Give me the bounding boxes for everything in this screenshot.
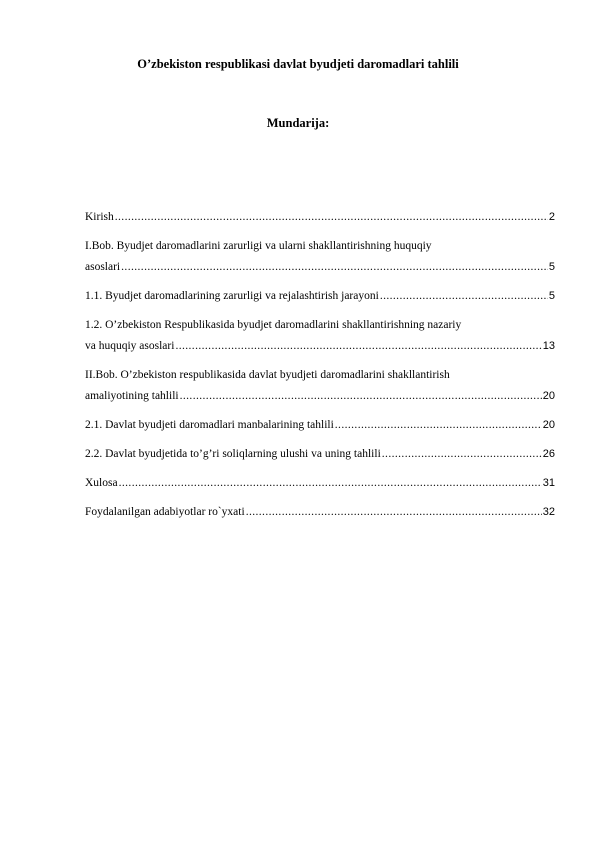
toc-entry-title-line: II.Bob. O’zbekiston respublikasida davlat byudjeti daromadlarini shakllantirish xyxy=(85,369,450,381)
toc-leader-dots xyxy=(246,502,542,523)
toc-entry-line xyxy=(85,444,555,465)
toc-page-number: 5 xyxy=(548,261,555,273)
toc-page-number: 32 xyxy=(542,506,555,518)
toc-entry-line xyxy=(85,257,555,278)
toc-entry-line xyxy=(85,365,555,386)
toc-entry-line xyxy=(85,502,555,523)
toc-leader-dots xyxy=(335,415,542,436)
toc-entry-title-line: 1.2. O’zbekiston Respublikasida byudjet daromadlarini shakllantirishning nazariy xyxy=(85,319,462,331)
toc-entry-line xyxy=(85,236,555,257)
toc-leader-dots xyxy=(382,444,542,465)
toc-page-number: 31 xyxy=(542,477,555,489)
toc-entry-line xyxy=(85,386,555,407)
toc-entry-title: 1.1. Byudjet daromadlarining zarurligi va rejalashtirish jarayoni xyxy=(85,290,379,302)
toc-page-number: 5 xyxy=(548,290,555,302)
toc-leader-dots xyxy=(380,286,548,307)
toc-entry[interactable] xyxy=(85,315,555,357)
table-of-contents xyxy=(85,207,555,531)
toc-entry-line xyxy=(85,473,555,494)
toc-entry[interactable] xyxy=(85,502,555,523)
toc-entry-title: Foydalanilgan adabiyotlar ro`yxati xyxy=(85,506,245,518)
toc-entry-line xyxy=(85,286,555,307)
toc-entry[interactable] xyxy=(85,415,555,436)
toc-leader-dots xyxy=(115,207,548,228)
toc-leader-dots xyxy=(121,257,548,278)
toc-page-number: 26 xyxy=(542,448,555,460)
toc-entry-title: 2.1. Davlat byudjeti daromadlari manbalarining tahlili xyxy=(85,419,334,431)
toc-leader-dots xyxy=(175,336,541,357)
toc-entry-title-line: I.Bob. Byudjet daromadlarini zarurligi va ularni shakllantirishning huquqiy xyxy=(85,240,432,252)
toc-leader-dots xyxy=(119,473,542,494)
toc-entry-line xyxy=(85,415,555,436)
toc-entry-line xyxy=(85,336,555,357)
toc-entry[interactable] xyxy=(85,473,555,494)
toc-entry-title: va huquqiy asoslari xyxy=(85,340,175,352)
toc-entry-line xyxy=(85,207,555,228)
toc-entry[interactable] xyxy=(85,236,555,278)
toc-entry[interactable] xyxy=(85,444,555,465)
toc-page-number: 13 xyxy=(542,340,555,352)
toc-page-number: 20 xyxy=(542,390,555,402)
toc-page-number: 20 xyxy=(542,419,555,431)
toc-entry[interactable] xyxy=(85,365,555,407)
toc-entry[interactable] xyxy=(85,207,555,228)
toc-page-number: 2 xyxy=(548,211,555,223)
toc-entry-title: Kirish xyxy=(85,211,114,223)
toc-leader-dots xyxy=(180,386,542,407)
toc-entry[interactable] xyxy=(85,286,555,307)
toc-entry-title: asoslari xyxy=(85,261,121,273)
toc-entry-line xyxy=(85,315,555,336)
toc-entry-title: 2.2. Davlat byudjetida to’g’ri soliqlarning ulushi va uning tahlili xyxy=(85,448,381,460)
toc-heading: Mundarija: xyxy=(266,116,330,130)
toc-entry-title: amaliyotining tahlili xyxy=(85,390,179,402)
document-title: O’zbekiston respublikasi davlat byudjeti daromadlari tahlili xyxy=(137,57,459,71)
toc-entry-title: Xulosa xyxy=(85,477,118,489)
